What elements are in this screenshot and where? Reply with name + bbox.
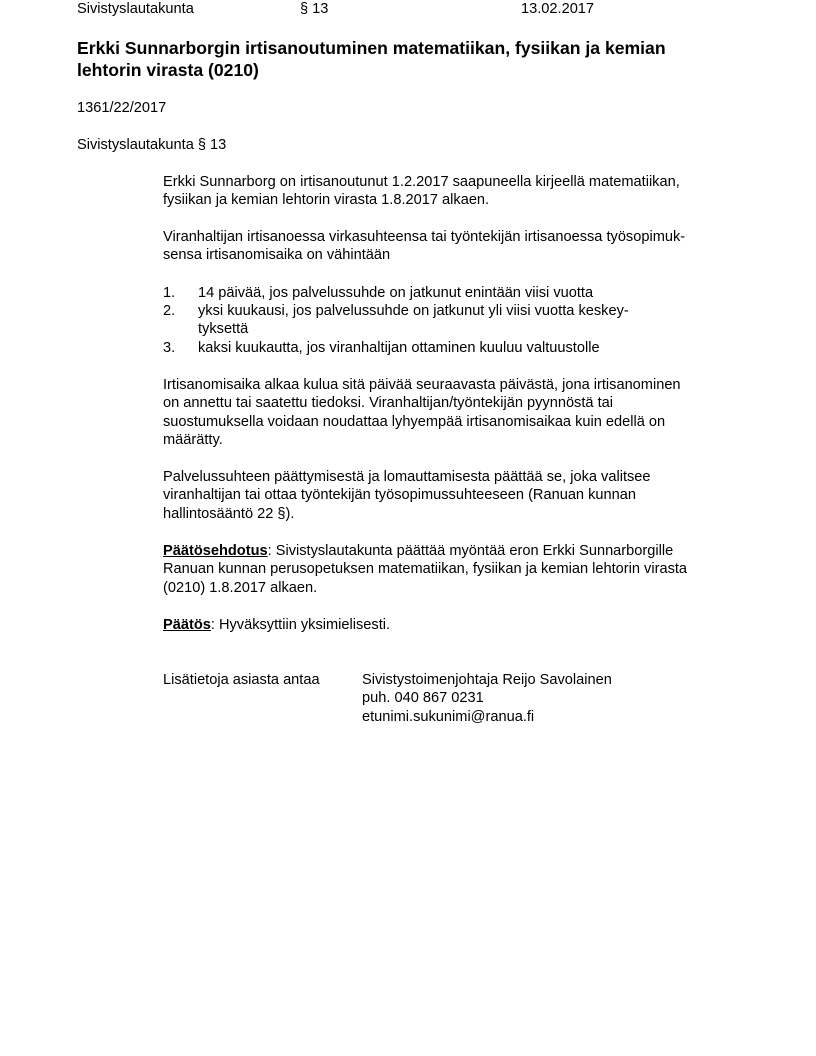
paragraph-line: sensa irtisanomisaika on vähintään [163, 247, 391, 264]
contact-details [362, 671, 612, 726]
contact-label: Lisätietoja asiasta antaa [163, 672, 320, 688]
list-text-line: kaksi kuukautta, jos viranhaltijan ottaminen kuuluu valtuustolle [198, 340, 600, 356]
title-line-2: lehtorin virasta (0210) [77, 59, 259, 80]
decision-line [163, 616, 753, 634]
paragraph-line: fysiikan ja kemian lehtorin virasta 1.8.2017 alkaen. [163, 192, 490, 209]
contact-phone: puh. 040 867 0231 [362, 690, 484, 707]
paragraph-line: on annettu tai saatettu tiedoksi. Viranhaltijan/työntekijän pyynnöstä tai [163, 395, 613, 412]
paragraph-notice-period [163, 228, 753, 265]
list-number: 1. [163, 285, 176, 301]
decision-text: : Hyväksyttiin yksimielisesti. [210, 617, 391, 633]
paragraph-line: Irtisanomisaika alkaa kulua sitä päivää seuraavasta päivästä, jona irtisanominen [163, 377, 681, 393]
list-text [198, 284, 718, 302]
paragraph-notice-start [163, 376, 753, 450]
header-date: 13.02.2017 [521, 1, 595, 17]
decision [163, 616, 753, 634]
paragraph-line: hallintosääntö 22 §). [163, 505, 295, 522]
list-text-line: tyksettä [198, 321, 249, 338]
title-line-1: Erkki Sunnarborgin irtisanoutuminen matematiikan, fysiikan ja kemian [77, 38, 666, 58]
reference-number: 1361/22/2017 [77, 100, 167, 116]
decision-label: Päätös [163, 617, 211, 633]
proposal-line: Ranuan kunnan perusopetuksen matematiikan, fysiikan ja kemian lehtorin virasta [163, 561, 688, 578]
meeting-reference: Sivistyslautakunta § 13 [77, 137, 227, 153]
paragraph-line: Viranhaltijan irtisanoessa virkasuhteensa tai työntekijän irtisanoessa työsopimuk- [163, 229, 686, 245]
list-number: 3. [163, 340, 176, 356]
decision-proposal [163, 542, 753, 597]
contact-email: etunimi.sukunimi@ranua.fi [362, 708, 535, 725]
proposal-label: Päätösehdotus [163, 543, 268, 559]
contact-name: Sivistystoimenjohtaja Reijo Savolainen [362, 672, 612, 688]
paragraph-resignation [163, 173, 753, 210]
paragraph-line: Palvelussuhteen päättymisestä ja lomauttamisesta päättää se, joka valitsee [163, 469, 651, 485]
proposal-line: (0210) 1.8.2017 alkaen. [163, 579, 318, 596]
header-body: Sivistyslautakunta [77, 1, 194, 17]
paragraph-authority [163, 468, 753, 523]
list-number: 2. [163, 303, 176, 319]
paragraph-line: määrätty. [163, 432, 223, 449]
header-section: § 13 [300, 1, 329, 17]
list-text-line: yksi kuukausi, jos palvelussuhde on jatkunut yli viisi vuotta keskey- [198, 303, 629, 319]
proposal-text: : Sivistyslautakunta päättää myöntää eron Erkki Sunnarborgille [267, 543, 674, 559]
paragraph-line: viranhaltijan tai ottaa työntekijän työsopimussuhteeseen (Ranuan kunnan [163, 487, 636, 504]
list-text [198, 339, 718, 357]
document-title [77, 38, 757, 81]
list-text [198, 302, 718, 339]
proposal-line [163, 542, 753, 560]
list-text-line: 14 päivää, jos palvelussuhde on jatkunut enintään viisi vuotta [198, 285, 594, 301]
paragraph-line: Erkki Sunnarborg on irtisanoutunut 1.2.2017 saapuneella kirjeellä matematiikan, [163, 174, 680, 190]
paragraph-line: suostumuksella voidaan noudattaa lyhyempää irtisanomisaikaa kuin edellä on [163, 413, 666, 430]
